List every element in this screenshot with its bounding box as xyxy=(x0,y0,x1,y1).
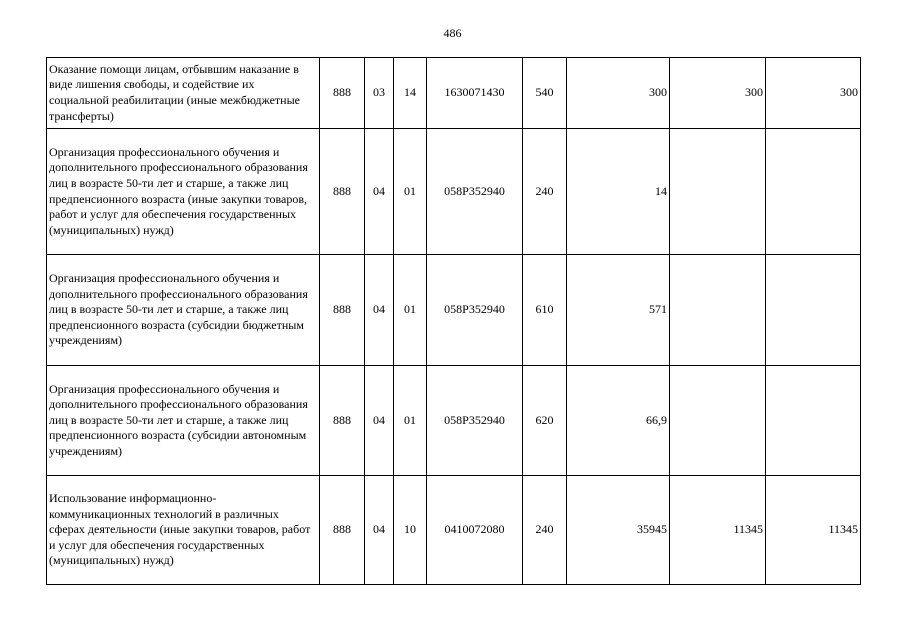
row-name-cell: Организация профессионального обучения и дополнительного профессионального образования лиц в возрасте 50-ти лет и старше, а также лиц предпенсионного возраста (иные закупки товаров, работ и услуг для обеспечения государственных (муниципальных) нужд) xyxy=(47,129,320,255)
target-article-cell: 058P352940 xyxy=(427,366,523,476)
sum-2-cell: 11345 xyxy=(670,476,766,585)
sum-1-cell: 14 xyxy=(567,129,670,255)
target-article-cell: 058P352940 xyxy=(427,255,523,366)
expense-type-cell: 540 xyxy=(523,58,567,129)
table-row xyxy=(47,476,861,585)
sum-2-cell xyxy=(670,129,766,255)
row-name-cell: Использование информационно-коммуникационных технологий в различных сферах деятельности (иные закупки товаров, работ и услуг для обеспечения государственных (муниципальных) нужд) xyxy=(47,476,320,585)
ministry-code-cell: 888 xyxy=(320,129,365,255)
sum-3-cell: 11345 xyxy=(766,476,861,585)
row-name-cell: Организация профессионального обучения и дополнительного профессионального образования лиц в возрасте 50-ти лет и старше, а также лиц предпенсионного возраста (субсидии бюджетным учреждениям) xyxy=(47,255,320,366)
sum-2-cell xyxy=(670,366,766,476)
target-article-cell: 1630071430 xyxy=(427,58,523,129)
sum-2-cell: 300 xyxy=(670,58,766,129)
section-code-cell: 04 xyxy=(365,366,394,476)
ministry-code-cell: 888 xyxy=(320,476,365,585)
sum-1-cell: 571 xyxy=(567,255,670,366)
subsection-code-cell: 01 xyxy=(394,129,427,255)
budget-table xyxy=(46,57,861,585)
expense-type-cell: 620 xyxy=(523,366,567,476)
target-article-cell: 058P352940 xyxy=(427,129,523,255)
section-code-cell: 04 xyxy=(365,255,394,366)
sum-1-cell: 66,9 xyxy=(567,366,670,476)
section-code-cell: 04 xyxy=(365,476,394,585)
ministry-code-cell: 888 xyxy=(320,366,365,476)
row-name-cell: Организация профессионального обучения и дополнительного профессионального образования лиц в возрасте 50-ти лет и старше, а также лиц предпенсионного возраста (субсидии автономным учреждениям) xyxy=(47,366,320,476)
table-row xyxy=(47,58,861,129)
sum-3-cell xyxy=(766,255,861,366)
table-row xyxy=(47,129,861,255)
section-code-cell: 04 xyxy=(365,129,394,255)
section-code-cell: 03 xyxy=(365,58,394,129)
ministry-code-cell: 888 xyxy=(320,58,365,129)
target-article-cell: 0410072080 xyxy=(427,476,523,585)
sum-1-cell: 300 xyxy=(567,58,670,129)
table-row xyxy=(47,255,861,366)
expense-type-cell: 240 xyxy=(523,476,567,585)
subsection-code-cell: 01 xyxy=(394,255,427,366)
table-row xyxy=(47,366,861,476)
ministry-code-cell: 888 xyxy=(320,255,365,366)
subsection-code-cell: 14 xyxy=(394,58,427,129)
expense-type-cell: 240 xyxy=(523,129,567,255)
subsection-code-cell: 01 xyxy=(394,366,427,476)
row-name-cell: Оказание помощи лицам, отбывшим наказание в виде лишения свободы, и содействие их социальной реабилитации (иные межбюджетные трансферты) xyxy=(47,58,320,129)
subsection-code-cell: 10 xyxy=(394,476,427,585)
sum-3-cell xyxy=(766,366,861,476)
expense-type-cell: 610 xyxy=(523,255,567,366)
sum-3-cell: 300 xyxy=(766,58,861,129)
sum-2-cell xyxy=(670,255,766,366)
page-number: 486 xyxy=(443,26,462,40)
sum-1-cell: 35945 xyxy=(567,476,670,585)
sum-3-cell xyxy=(766,129,861,255)
